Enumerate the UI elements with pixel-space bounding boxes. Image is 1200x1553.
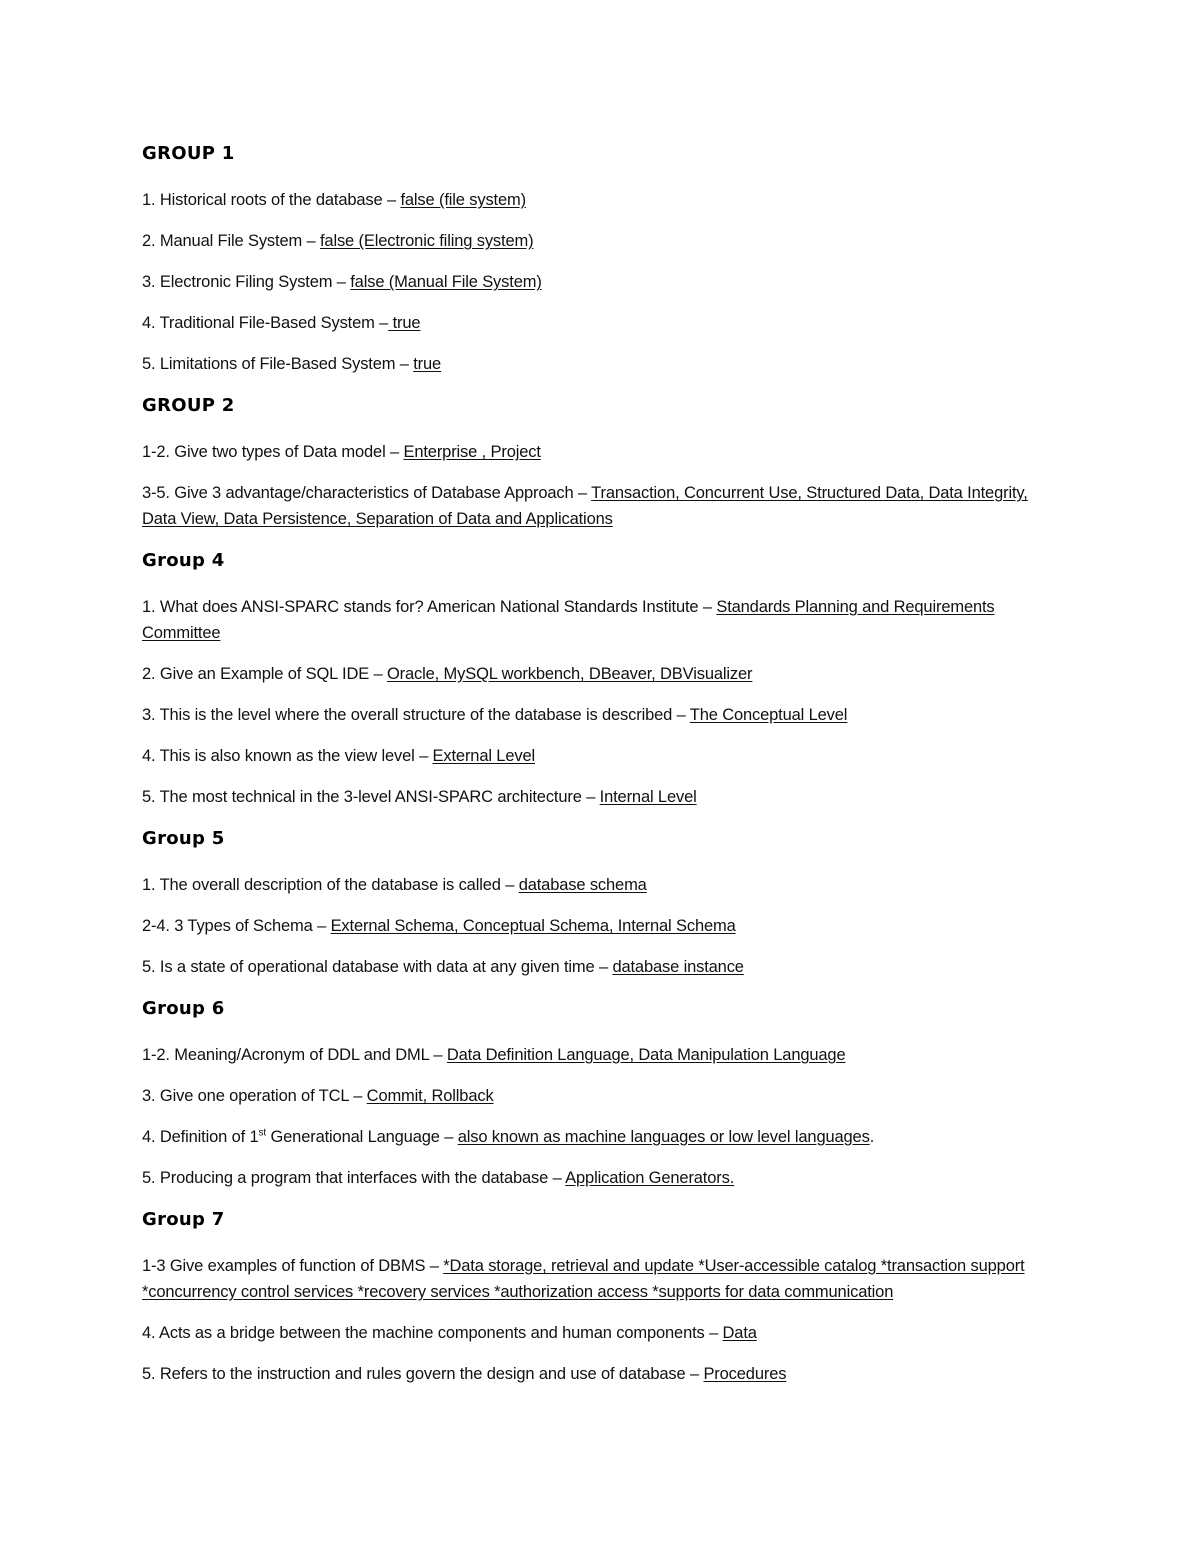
question-text: 1. The overall description of the database is called –: [142, 876, 519, 894]
question-text: 5. Is a state of operational database with data at any given time –: [142, 958, 613, 976]
question-text: 4. This is also known as the view level –: [142, 747, 433, 765]
answer-text: *Data storage, retrieval and update *User-accessible catalog *transaction support *concurrency control services *recovery services *authorization access *supports for data communication: [142, 1257, 1025, 1301]
answer-text: Application Generators.: [565, 1169, 735, 1187]
question-text: Generational Language –: [266, 1128, 458, 1146]
answer-text: External Schema, Conceptual Schema, Internal Schema: [330, 917, 736, 935]
question-item: [142, 1124, 1062, 1150]
question-text: 1-2. Give two types of Data model –: [142, 443, 404, 461]
question-text: 2. Give an Example of SQL IDE –: [142, 665, 387, 683]
question-item: [142, 310, 1062, 336]
document-body: [142, 143, 1062, 1405]
question-item: [142, 872, 1062, 898]
answer-text: also known as machine languages or low level languages: [457, 1128, 870, 1146]
question-item: [142, 269, 1062, 295]
question-text: 3-5. Give 3 advantage/characteristics of Database Approach –: [142, 484, 592, 502]
question-item: [142, 351, 1062, 377]
question-text: 3. Give one operation of TCL –: [142, 1087, 367, 1105]
question-item: [142, 784, 1062, 810]
answer-text: Procedures: [703, 1365, 787, 1383]
answer-text: true: [413, 355, 442, 373]
answer-text: true: [388, 314, 421, 332]
answer-text: Standards Planning and Requirements Committee: [142, 598, 995, 642]
trailing-punctuation: .: [869, 1128, 875, 1146]
answer-text: Enterprise , Project: [403, 443, 541, 461]
ordinal-superscript: st: [258, 1127, 267, 1139]
question-item: [142, 480, 1062, 532]
group-heading: Group 6: [142, 998, 225, 1019]
question-item: [142, 661, 1062, 687]
question-text: 3. Electronic Filing System –: [142, 273, 351, 291]
answer-text: Oracle, MySQL workbench, DBeaver, DBVisualizer: [386, 665, 753, 683]
answer-text: Internal Level: [599, 788, 697, 806]
question-item: [142, 743, 1062, 769]
answer-text: database instance: [612, 958, 744, 976]
question-item: [142, 1253, 1062, 1305]
answer-text: false (Electronic filing system): [319, 232, 534, 250]
group-heading: GROUP 2: [142, 395, 235, 416]
question-item: [142, 228, 1062, 254]
question-item: [142, 954, 1062, 980]
question-item: [142, 594, 1062, 646]
answer-text: database schema: [518, 876, 647, 894]
question-text: 5. The most technical in the 3-level ANSI-SPARC architecture –: [142, 788, 600, 806]
question-text: 3. This is the level where the overall structure of the database is described –: [142, 706, 690, 724]
question-text: 2. Manual File System –: [142, 232, 320, 250]
question-text: 4. Acts as a bridge between the machine components and human components –: [142, 1324, 723, 1342]
question-item: [142, 913, 1062, 939]
question-item: [142, 1320, 1062, 1346]
question-item: [142, 702, 1062, 728]
question-item: [142, 1083, 1062, 1109]
answer-text: Transaction, Concurrent Use, Structured Data, Data Integrity, Data View, Data Persistence, Separation of Data and Applications: [142, 484, 1028, 528]
answer-text: External Level: [432, 747, 536, 765]
question-text: 4. Definition of 1: [142, 1128, 259, 1146]
question-text: 5. Producing a program that interfaces with the database –: [142, 1169, 566, 1187]
group-heading: Group 5: [142, 828, 225, 849]
answer-text: Commit, Rollback: [366, 1087, 494, 1105]
question-text: 1-3 Give examples of function of DBMS –: [142, 1257, 444, 1275]
answer-text: false (file system): [400, 191, 526, 209]
answer-text: Data Definition Language, Data Manipulation Language: [446, 1046, 846, 1064]
question-item: [142, 187, 1062, 213]
answer-text: Data: [722, 1324, 757, 1342]
group-heading: Group 4: [142, 550, 225, 571]
question-item: [142, 1042, 1062, 1068]
group-heading: GROUP 1: [142, 143, 235, 164]
question-text: 1. What does ANSI-SPARC stands for? American National Standards Institute –: [142, 598, 717, 616]
question-text: 1. Historical roots of the database –: [142, 191, 401, 209]
group-heading: Group 7: [142, 1209, 225, 1230]
answer-text: false (Manual File System): [350, 273, 542, 291]
question-text: 1-2. Meaning/Acronym of DDL and DML –: [142, 1046, 447, 1064]
answer-text: The Conceptual Level: [689, 706, 848, 724]
question-text: 5. Limitations of File-Based System –: [142, 355, 414, 373]
question-text: 5. Refers to the instruction and rules govern the design and use of database –: [142, 1365, 704, 1383]
question-text: 4. Traditional File-Based System –: [142, 314, 389, 332]
question-item: [142, 1165, 1062, 1191]
question-text: 2-4. 3 Types of Schema –: [142, 917, 331, 935]
question-item: [142, 439, 1062, 465]
question-item: [142, 1361, 1062, 1387]
